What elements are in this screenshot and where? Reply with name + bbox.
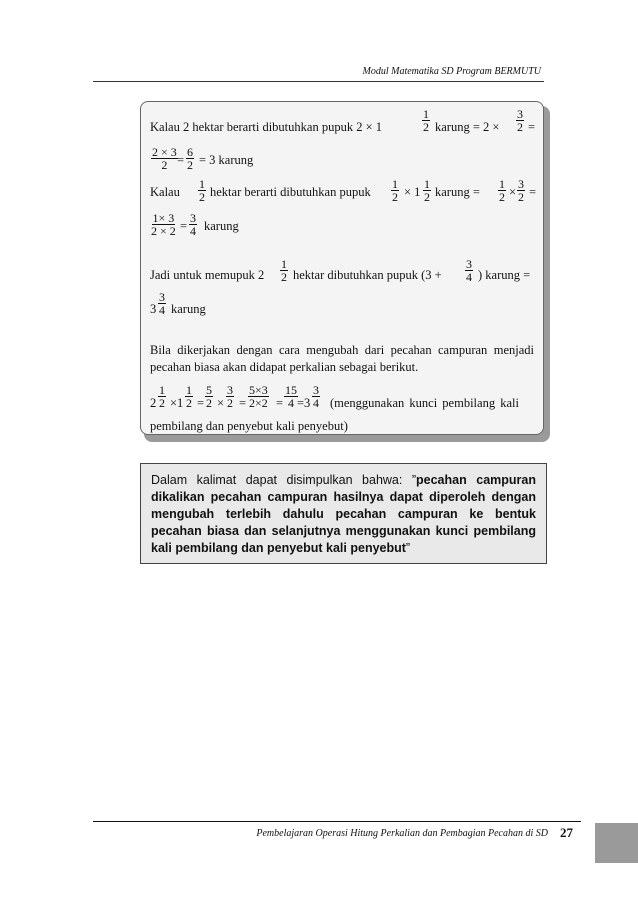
line7-times2: × [217, 396, 225, 410]
line7-whole: 2 [150, 396, 157, 410]
header-rule [93, 81, 544, 82]
fraction-three-quarters: $\frac{3}{4}$ [159, 290, 165, 317]
line2-equals: = [177, 153, 185, 167]
fraction-half: $\frac{1}{2}$ [424, 177, 430, 204]
fraction-five-halves: $\frac{5}{2}$ [206, 383, 212, 410]
line5-text: Jadi untuk memupuk 2 [150, 268, 265, 282]
line3-text: hektar berarti dibutuhkan pupuk [210, 185, 371, 199]
line3-equals: = [529, 185, 537, 199]
fraction-half: $\frac{1}{2}$ [159, 383, 165, 410]
line5-tail: ) karung = [478, 268, 531, 282]
fraction-half: $\frac{1}{2}$ [199, 177, 205, 204]
fraction-1x3-over-2x2: $\frac{1\times 3}{2 \times 2}$ [151, 211, 176, 238]
fraction-three-quarters: $\frac{3}{4}$ [190, 211, 196, 238]
running-footer: Pembelajaran Operasi Hitung Perkalian dan Pembagian Pecahan di SD [256, 828, 548, 839]
fraction-half: $\frac{1}{2}$ [392, 177, 398, 204]
fraction-5x3-over-2x2: $\frac{5\times 3}{2\times 2}$ [249, 383, 268, 410]
line2-result: = 3 karung [199, 153, 254, 167]
line7-equals2: = [239, 396, 247, 410]
fraction-2x3-over-2: $\frac{2 \times 3}{2}$ [152, 145, 177, 172]
running-header: Modul Matematika SD Program BERMUTU [362, 66, 541, 77]
line3-kalau: Kalau [150, 185, 180, 199]
line3-karung: karung = [435, 185, 480, 199]
line8-text: pembilang dan penyebut kali penyebut) [150, 419, 348, 433]
fraction-half: $\frac{1}{2}$ [499, 177, 505, 204]
line1-karung: karung = 2 × [435, 120, 500, 134]
line7-equals3: = [276, 396, 284, 410]
line1-text: Kalau 2 hektar berarti dibutuhkan pupuk 2 × 1 [150, 120, 382, 134]
explanation-paragraph: Bila dikerjakan dengan cara mengubah dari pecahan campuran menjadi pecahan biasa akan didapat perkalian sebagai berikut. [150, 343, 534, 374]
fraction-half: $\frac{1}{2}$ [281, 257, 287, 284]
fraction-three-halves: $\frac{3}{2}$ [517, 107, 523, 134]
conclusion-close-quote: ” [405, 541, 411, 555]
line4-karung: karung [204, 219, 239, 233]
line4-equals: = [180, 219, 188, 233]
line7-equals1: = [197, 396, 205, 410]
line7-equals4: =3 [297, 396, 311, 410]
line6-karung: karung [171, 302, 206, 316]
line7-note: (menggunakan kunci pembilang kali [330, 396, 519, 410]
conclusion-bold-statement: pecahan campuran dikalikan pecahan campuran hasilnya dapat diperoleh dengan mengubah terlebih dahulu pecahan campuran ke bentuk pecahan biasa dan selanjutnya menggunakan kunci pembilang kali pembilang dan penyebut kali penyebut [151, 473, 536, 555]
line7-times1: ×1 [170, 396, 184, 410]
page-tab-marker [595, 823, 638, 863]
fraction-half: $\frac{1}{2}$ [186, 383, 192, 410]
conclusion-box [140, 463, 547, 564]
fraction-three-halves: $\frac{3}{2}$ [518, 177, 524, 204]
page-number: 27 [560, 825, 573, 840]
line6-whole: 3 [150, 302, 157, 316]
fraction-6-over-2: $\frac{6}{2}$ [187, 145, 193, 172]
line1-equals: = [528, 120, 536, 134]
fraction-three-halves: $\frac{3}{2}$ [227, 383, 233, 410]
fraction-15-over-4: $\frac{15}{4}$ [285, 383, 297, 410]
line3-times: × 1 [404, 185, 421, 199]
conclusion-intro: Dalam kalimat dapat disimpulkan bahwa: ” [151, 473, 417, 487]
fraction-half: $\frac{1}{2}$ [423, 107, 429, 134]
fraction-three-quarters: $\frac{3}{4}$ [466, 257, 472, 284]
line5-mid: hektar dibutuhkan pupuk (3 + [293, 268, 442, 282]
footer-rule [93, 821, 581, 822]
fraction-three-quarters: $\frac{3}{4}$ [313, 383, 319, 410]
line3-times2: × [509, 185, 517, 199]
